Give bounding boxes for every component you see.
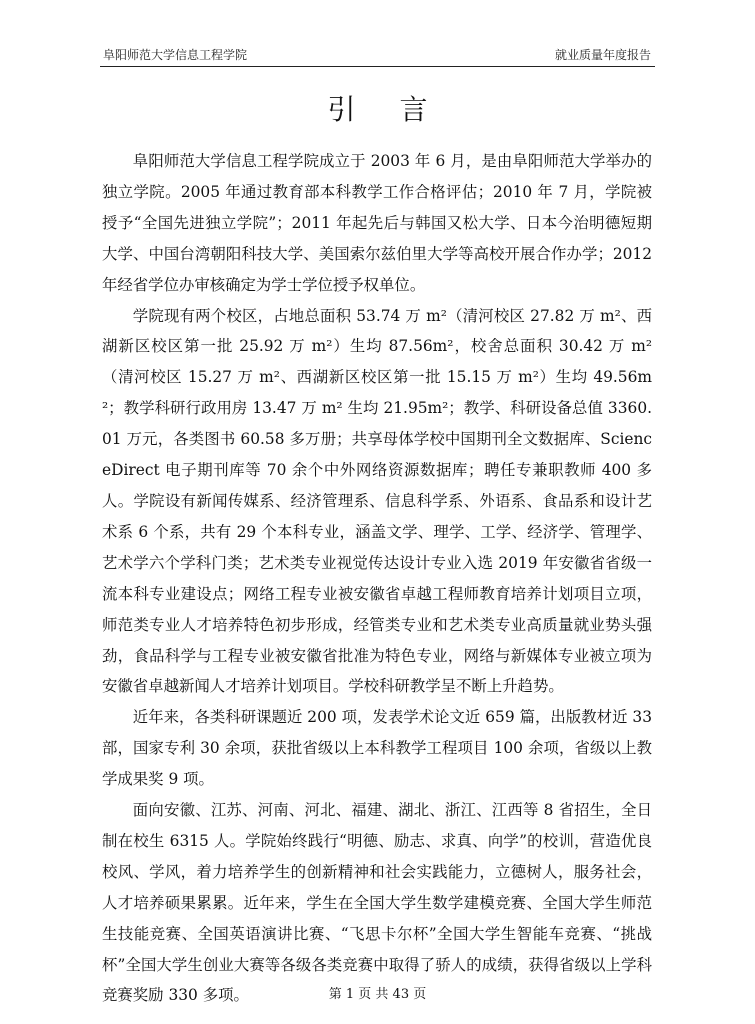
paragraph-research: 近年来，各类科研课题近 200 项，发表学术论文近 659 篇，出版教材近 33 部，国家专利 30 余项，获批省级以上本科教学工程项目 100 余项，省级以上教学成果奖 9 项。 — [102, 708, 652, 789]
document-body — [102, 146, 652, 1011]
header-report-title: 就业质量年度报告 — [554, 48, 651, 62]
header-institution: 阜阳师范大学信息工程学院 — [103, 48, 248, 62]
paragraph-enrollment: 面向安徽、江苏、河南、河北、福建、湖北、浙江、江西等 8 省招生，全日制在校生 6315 人。学院始终践行“明德、励志、求真、向学”的校训，营造优良校风、学风，着力培养学生的创新精神和社会实践能力，立德树人，服务社会，人才培养硕果累累。近年来，学生在全国大学生数学建模竞赛、全国大学生师范生技能竞赛、全国英语演讲比赛、“飞思卡尔杯”全国大学生智能车竞赛、“挑战杯”全国大学生创业大赛等各级各类竞赛中取得了骄人的成绩，获得省级以上学科竞赛奖励 330 多项。 — [102, 801, 652, 1005]
header-divider — [100, 66, 655, 67]
page-title: 引言 — [327, 93, 472, 126]
paragraph-history: 阜阳师范大学信息工程学院成立于 2003 年 6 月，是由阜阳师范大学举办的独立学院。2005 年通过教育部本科教学工作合格评估；2010 年 7 月，学院被授予“全国先进独立学院”；2011 年起先后与韩国又松大学、日本今治明德短期大学、中国台湾朝阳科技大学、美国索尔兹伯里大学等高校开展合作办学；2012 年经省学位办审核确定为学士学位授予权单位。 — [102, 152, 652, 294]
paragraph-campus: 学院现有两个校区，占地总面积 53.74 万 m²（清河校区 27.82 万 m²、西湖新区校区第一批 25.92 万 m²）生均 87.56m²，校舍总面积 30.42 万 m²（清河校区 15.27 万 m²、西湖新区校区第一批 15.15 万 m²）生均 49.56m²；教学科研行政用房 13.47 万 m² 生均 21.95m²；教学、科研设备总值 3360.01 万元，各类图书 60.58 多万册；共享母体学校中国期刊全文数据库、ScienceDirect 电子期刊库等 70 余个中外网络资源数据库；聘任专兼职教师 400 多人。学院设有新闻传媒系、经济管理系、信息科学系、外语系、食品系和设计艺术系 6 个系，共有 29 个本科专业，涵盖文学、理学、工学、经济学、管理学、艺术学六个学科门类；艺术类专业视觉传达设计专业入选 2019 年安徽省省级一流本科专业建设点；网络工程专业被安徽省卓越工程师教育培养计划项目立项，师范类专业人才培养特色初步形成，经管类专业和艺术类专业高质量就业势头强劲，食品科学与工程专业被安徽省批准为特色专业，网络与新媒体专业被立项为安徽省卓越新闻人才培养计划项目。学校科研教学呈不断上升趋势。 — [102, 306, 652, 696]
page-number: 第 1 页 共 43 页 — [328, 987, 427, 1002]
